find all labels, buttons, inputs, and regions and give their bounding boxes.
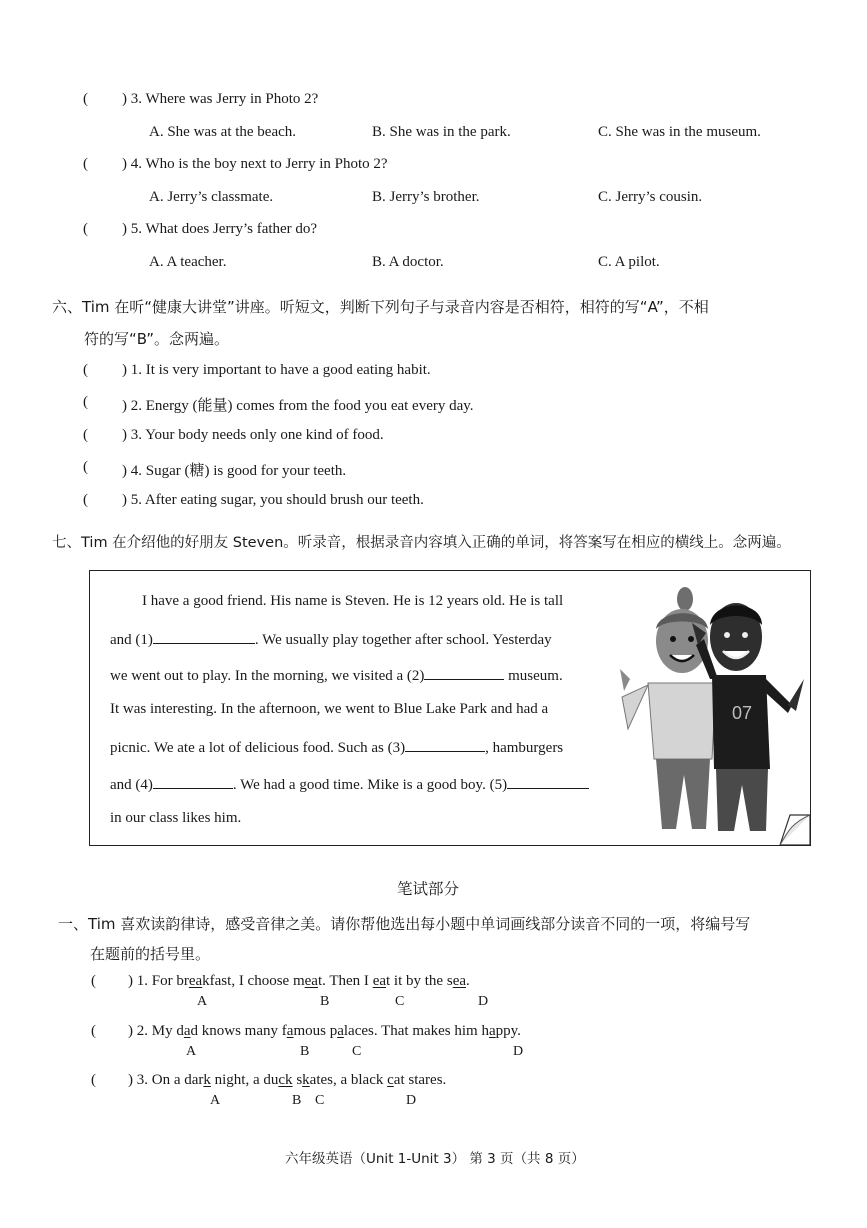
- passage-text: . We had a good time. Mike is a good boy. (5): [232, 777, 508, 793]
- written-part-title: 笔试部分: [397, 880, 460, 898]
- option-label-c: C: [352, 1044, 362, 1059]
- option-label-b: B: [320, 994, 330, 1009]
- statement-3: ) 3. Your body needs only one kind of food.: [122, 427, 384, 443]
- question-text: ) 3. Where was Jerry in Photo 2?: [122, 91, 319, 107]
- passage-line-1: [142, 593, 563, 610]
- question-sentence: ) 1. For breakfast, I choose meat. Then I eat it by the sea.: [128, 973, 470, 989]
- hand-left: [620, 669, 630, 691]
- pants-left: [656, 759, 710, 829]
- answer-paren[interactable]: (: [83, 492, 88, 508]
- answer-paren[interactable]: (: [83, 427, 88, 443]
- passage-text: museum.: [504, 668, 563, 684]
- option-label-b: B: [300, 1044, 310, 1059]
- hand-right: [788, 679, 804, 711]
- shirt-number: 07: [732, 703, 753, 723]
- option-label-d: D: [478, 994, 489, 1009]
- eye-left-2: [688, 636, 694, 642]
- written-section-1-heading-cont: 在题前的括号里。: [90, 945, 211, 963]
- eye-right-1: [724, 632, 730, 638]
- arm-right: [766, 679, 792, 713]
- option-c: C. Jerry’s cousin.: [598, 189, 703, 205]
- statement-1: ) 1. It is very important to have a good eating habit.: [122, 362, 431, 378]
- answer-paren[interactable]: (: [91, 1072, 96, 1088]
- answer-paren[interactable]: (: [83, 394, 88, 410]
- underlined-letters: a: [337, 1023, 344, 1039]
- passage-line-6: [110, 774, 589, 794]
- passage-text: in our class likes him.: [110, 810, 242, 826]
- question-sentence: ) 3. On a dark night, a duck skates, a black cat stares.: [128, 1072, 447, 1088]
- passage-text: I have a good friend. His name is Steven. He is 12 years old. He is tall: [142, 593, 564, 609]
- option-label-a: A: [210, 1093, 221, 1108]
- underlined-letters: ea: [372, 973, 387, 989]
- pants-right: [716, 769, 768, 831]
- option-b: B. Jerry’s brother.: [372, 189, 480, 205]
- passage-text: , hamburgers: [485, 740, 564, 756]
- option-c: C. She was in the museum.: [598, 124, 761, 140]
- blank-4[interactable]: [153, 774, 233, 789]
- shirt-left: [648, 683, 716, 759]
- option-label-c: C: [395, 994, 405, 1009]
- option-label-a: A: [197, 994, 208, 1009]
- option-b: B. She was in the park.: [372, 124, 511, 140]
- option-label-d: D: [513, 1044, 524, 1059]
- option-label-c: C: [315, 1093, 325, 1108]
- underlined-letters: a: [488, 1023, 496, 1039]
- underlined-letters: ea: [188, 973, 203, 989]
- passage-text: and (4): [110, 777, 153, 793]
- option-label-d: D: [406, 1093, 417, 1108]
- passage-box: [89, 570, 811, 846]
- written-section-1-heading: 一、Tim 喜欢读韵律诗，感受音律之美。请你帮他选出每小题中单词画线部分读音不同的一项，将编号写: [58, 915, 751, 933]
- underlined-letters: a: [286, 1023, 294, 1039]
- answer-paren[interactable]: (: [83, 459, 88, 475]
- eye-left-1: [670, 636, 676, 642]
- statement-2: ) 2. Energy (能量) comes from the food you eat every day.: [122, 398, 474, 414]
- answer-paren[interactable]: (: [91, 1023, 96, 1039]
- blank-1[interactable]: [153, 629, 255, 644]
- answer-paren[interactable]: (: [83, 156, 88, 172]
- page-footer: 六年级英语（Unit 1-Unit 3） 第 3 页（共 8 页）: [285, 1151, 585, 1167]
- underlined-letters: c: [387, 1072, 394, 1088]
- hair-bun: [677, 587, 693, 611]
- blank-3[interactable]: [405, 737, 485, 752]
- eye-right-2: [742, 632, 748, 638]
- answer-paren[interactable]: (: [83, 91, 88, 107]
- option-b: B. A doctor.: [372, 254, 444, 270]
- passage-text: we went out to play. In the morning, we visited a (2): [110, 668, 425, 684]
- blank-5[interactable]: [507, 774, 589, 789]
- underlined-letters: ea: [304, 973, 318, 989]
- section-7-heading: 七、Tim 在介绍他的好朋友 Steven。听录音，根据录音内容填入正确的单词，将答案写在相应的横线上。念两遍。: [52, 535, 791, 551]
- underlined-letters: a: [183, 1023, 191, 1039]
- option-c: C. A pilot.: [598, 254, 660, 270]
- option-a: A. Jerry’s classmate.: [149, 189, 274, 205]
- passage-line-2: [110, 629, 552, 649]
- answer-paren[interactable]: (: [91, 973, 96, 989]
- option-label-b: B: [292, 1093, 302, 1108]
- passage-text: . We usually play together after school. Yesterday: [254, 632, 552, 648]
- passage-text: and (1): [110, 632, 153, 648]
- section-6-heading: 六、Tim 在听“健康大讲堂”讲座。听短文，判断下列句子与录音内容是否相符，相符的写“A”，不相: [52, 298, 709, 316]
- underlined-letters: ck: [278, 1072, 293, 1088]
- passage-line-3: [110, 665, 563, 685]
- answer-paren[interactable]: (: [83, 221, 88, 237]
- passage-line-7: [110, 810, 241, 827]
- statement-4: ) 4. Sugar (糖) is good for your teeth.: [122, 463, 347, 479]
- option-a: A. She was at the beach.: [149, 124, 297, 140]
- blank-2[interactable]: [424, 665, 504, 680]
- question-text: ) 5. What does Jerry’s father do?: [122, 221, 318, 237]
- statement-5: ) 5. After eating sugar, you should brush our teeth.: [122, 492, 424, 508]
- boy-left-figure: [620, 587, 716, 829]
- underlined-letters: k: [203, 1072, 211, 1088]
- underlined-letters: k: [302, 1072, 310, 1088]
- option-a: A. A teacher.: [149, 254, 227, 270]
- option-label-a: A: [186, 1044, 197, 1059]
- two-friends-illustration: [620, 579, 810, 845]
- question-sentence: ) 2. My dad knows many famous palaces. That makes him happy.: [128, 1023, 521, 1039]
- arm-left: [622, 685, 648, 729]
- underlined-letters: ea: [452, 973, 467, 989]
- answer-paren[interactable]: (: [83, 362, 88, 378]
- question-text: ) 4. Who is the boy next to Jerry in Photo 2?: [122, 156, 388, 172]
- passage-line-4: [110, 701, 548, 718]
- section-6-heading-cont: 符的写“B”。念两遍。: [84, 330, 230, 348]
- passage-text: It was interesting. In the afternoon, we went to Blue Lake Park and had a: [110, 701, 549, 717]
- passage-line-5: [110, 737, 563, 757]
- passage-text: picnic. We ate a lot of delicious food. Such as (3): [110, 740, 406, 756]
